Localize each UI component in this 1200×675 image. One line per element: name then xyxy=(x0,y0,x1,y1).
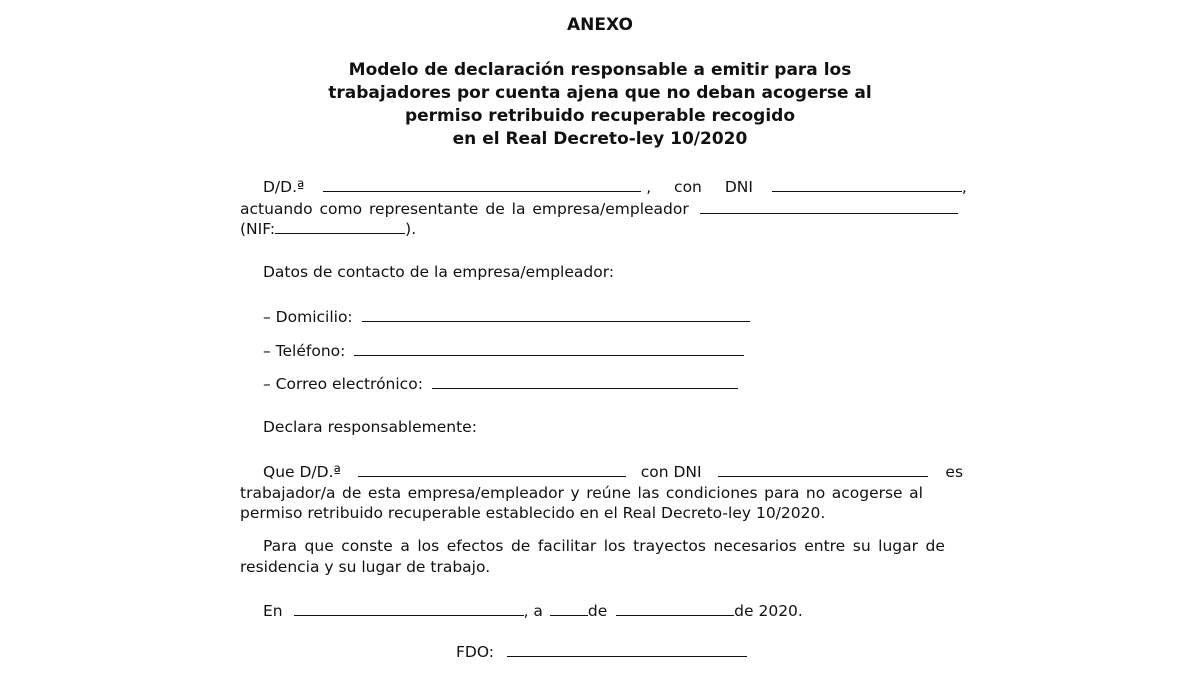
phone-row xyxy=(263,340,744,361)
contact-label: Datos de contacto de la empresa/empleador: xyxy=(263,263,615,281)
dni-field[interactable] xyxy=(772,176,962,192)
intro-line-1 xyxy=(263,176,967,197)
worker-name-field[interactable] xyxy=(358,461,626,477)
nif-field[interactable] xyxy=(275,218,405,234)
dni-label: , con DNI xyxy=(646,178,753,196)
heading-line: en el Real Decreto-ley 10/2020 xyxy=(452,129,748,149)
heading-line: permiso retribuido recuperable recogido xyxy=(404,106,796,126)
phone-field[interactable] xyxy=(354,340,744,356)
statement-line-1 xyxy=(263,461,963,482)
signature-field[interactable] xyxy=(507,641,747,657)
declares-label: Declara responsablemente: xyxy=(263,418,477,436)
nif-suffix: ). xyxy=(405,220,417,238)
representative-text: actuando como representante de la empresa/empleador xyxy=(240,200,689,218)
intro-line-2 xyxy=(240,198,958,219)
annex-title: ANEXO xyxy=(567,15,633,35)
nif-prefix: (NIF: xyxy=(240,220,276,238)
intro-line-3 xyxy=(240,218,416,239)
employee-name-field[interactable] xyxy=(323,176,641,192)
place-field[interactable] xyxy=(294,600,524,616)
statement-end: es xyxy=(945,463,964,481)
signature-label: FDO: xyxy=(456,643,495,661)
day-field[interactable] xyxy=(550,600,588,616)
statement-line-3: permiso retribuido recuperable establecido en el Real Decreto-ley 10/2020. xyxy=(240,504,826,522)
day-label: , a xyxy=(523,602,543,620)
place-label: En xyxy=(263,602,283,620)
name-prefix: D/D.ª xyxy=(263,178,305,196)
address-row xyxy=(263,306,750,327)
purpose-line-2: residencia y su lugar de trabajo. xyxy=(240,558,491,576)
year-label: de 2020. xyxy=(734,602,803,620)
address-label: – Domicilio: xyxy=(263,308,353,326)
worker-dni-field[interactable] xyxy=(718,461,928,477)
heading-line: Modelo de declaración responsable a emitir para los xyxy=(348,60,852,80)
company-name-field[interactable] xyxy=(700,198,958,214)
statement-prefix: Que D/D.ª xyxy=(263,463,341,481)
date-line xyxy=(263,600,803,621)
signature-line xyxy=(456,641,747,662)
email-row xyxy=(263,373,738,394)
month-field[interactable] xyxy=(616,600,734,616)
email-field[interactable] xyxy=(432,373,738,389)
comma: , xyxy=(961,178,967,196)
email-label: – Correo electrónico: xyxy=(263,375,423,393)
heading-line: trabajadores por cuenta ajena que no deban acogerse al xyxy=(328,83,872,103)
address-field[interactable] xyxy=(362,306,750,322)
statement-line-2: trabajador/a de esta empresa/empleador y reúne las condiciones para no acogerse al xyxy=(240,484,923,502)
purpose-line-1: Para que conste a los efectos de facilitar los trayectos necesarios entre su lugar de xyxy=(263,537,945,555)
document-heading xyxy=(300,59,900,151)
phone-label: – Teléfono: xyxy=(263,342,346,360)
worker-dni-label: con DNI xyxy=(640,463,702,481)
month-label: de xyxy=(587,602,608,620)
